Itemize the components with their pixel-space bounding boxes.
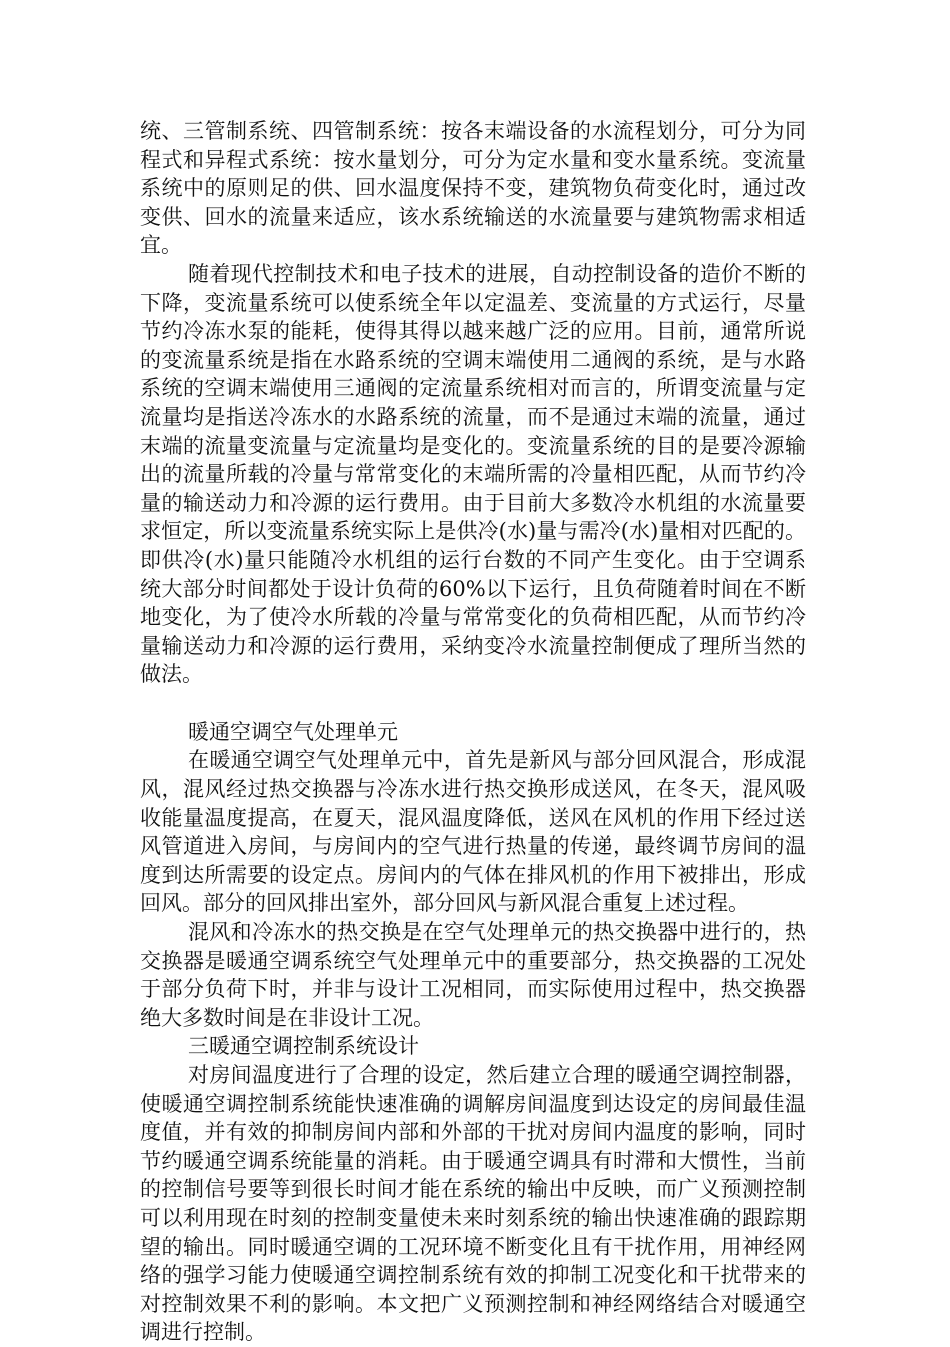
document-page: [140, 117, 806, 1347]
section-gap: [140, 689, 806, 718]
paragraph-water-system-types: 统、三管制系统、四管制系统：按各末端设备的水流程划分，可分为同程式和异程式系统：按水量划分，可分为定水量和变水量系统。变流量系统中的原则足的供、回水温度保持不变，建筑物负荷变化时，通过改变供、回水的流量来适应，该水系统输送的水流量要与建筑物需求相适宜。: [140, 119, 806, 258]
paragraph-control-design: 对房间温度进行了合理的设定，然后建立合理的暖通空调控制器，使暖通空调控制系统能快速准确的调解房间温度到达设定的房间最佳温度值，并有效的抑制房间内部和外部的干扰对房间内温度的影响，同时节约暖通空调系统能量的消耗。由于暖通空调具有时滞和大惯性，当前的控制信号要等到很长时间才能在系统的输出中反映，而广义预测控制可以利用现在时刻的控制变量使未来时刻系统的输出快速准确的跟踪期望的输出。同时暖通空调的工况环境不断变化且有干扰作用，用神经网络的强学习能力使暖通空调控制系统有效的抑制工况变化和干扰带来的对控制效果不利的影响。本文把广义预测控制和神经网络结合对暖通空调进行控制。: [140, 1063, 806, 1345]
paragraph-variable-flow-system: 随着现代控制技术和电子技术的进展，自动控制设备的造价不断的下降，变流量系统可以使系统全年以定温差、变流量的方式运行，尽量节约冷冻水泵的能耗，使得其得以越来越广泛的应用。目前，通常所说的变流量系统是指在水路系统的空调末端使用二通阀的系统，是与水路系统的空调末端使用三通阀的定流量系统相对而言的，所谓变流量与定流量均是指送冷冻水的水路系统的流量，而不是通过末端的流量，通过末端的流量变流量与定流量均是变化的。变流量系统的目的是要冷源输出的流量所载的冷量与常常变化的末端所需的冷量相匹配，从而节约冷量的输送动力和冷源的运行费用。由于目前大多数冷水机组的水流量要求恒定，所以变流量系统实际上是供冷(水)量与需冷(水)量相对匹配的。即供冷(水)量只能随冷水机组的运行台数的不同产生变化。由于空调系统大部分时间都处于设计负荷的60%以下运行，且负荷随着时间在不断地变化，为了使冷水所载的冷量与常常变化的负荷相匹配，从而节约冷量输送动力和冷源的运行费用，采纳变冷水流量控制便成了理所当然的做法。: [140, 261, 806, 687]
heading-air-handling-unit: 暖通空调空气处理单元: [188, 719, 398, 744]
paragraph-heat-exchanger: 混风和冷冻水的热交换是在空气处理单元的热交换器中进行的，热交换器是暖通空调系统空气处理单元中的重要部分，热交换器的工况处于部分负荷下时，并非与设计工况相同，而实际使用过程中，热交换器绝大多数时间是在非设计工况。: [140, 920, 806, 1030]
paragraph-air-handling-process: 在暖通空调空气处理单元中，首先是新风与部分回风混合，形成混风，混风经过热交换器与冷冻水进行热交换形成送风，在冬天，混风吸收能量温度提高，在夏天，混风温度降低，送风在风机的作用下经过送风管道进入房间，与房间内的空气进行热量的传递，最终调节房间的温度到达所需要的设定点。房间内的气体在排风机的作用下被排出，形成回风。部分的回风排出室外，部分回风与新风混合重复上述过程。: [140, 748, 806, 916]
heading-control-system-design: 三暖通空调控制系统设计: [188, 1034, 419, 1059]
